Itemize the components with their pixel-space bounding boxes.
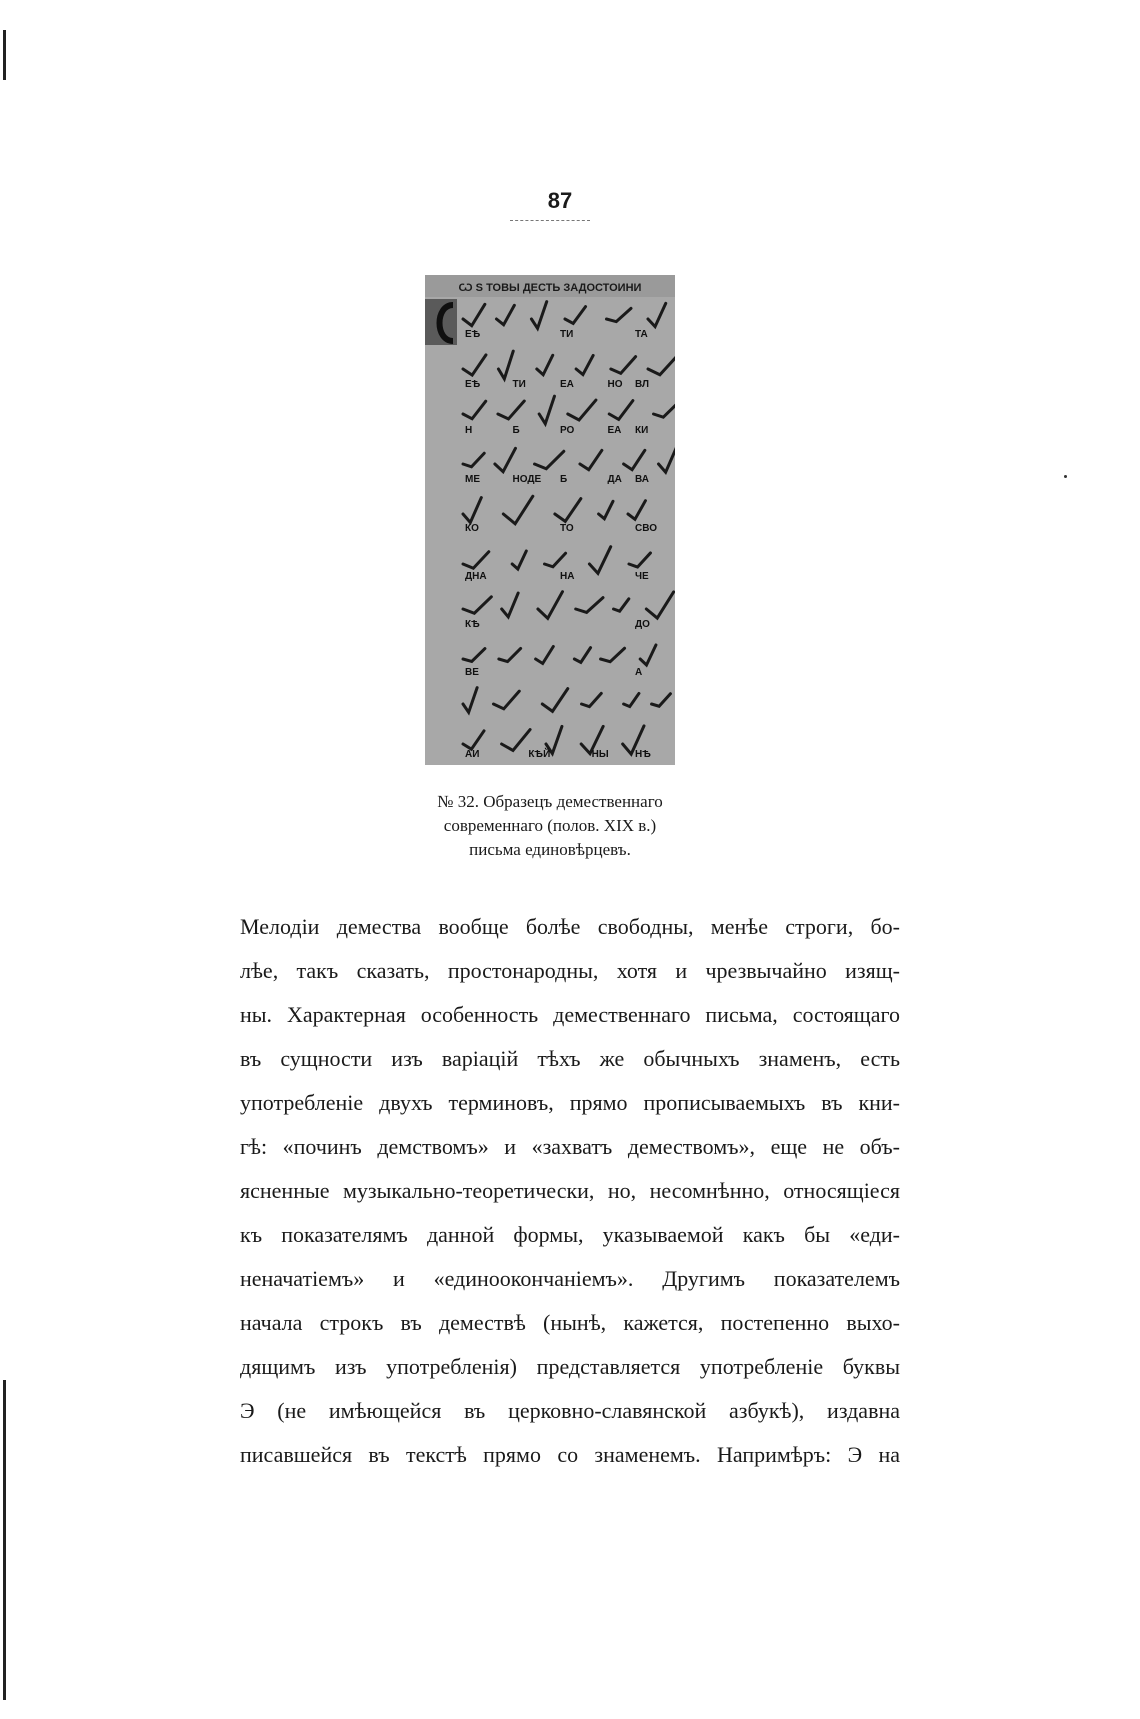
neume-stroke bbox=[536, 647, 554, 664]
neume-stroke bbox=[495, 448, 516, 471]
body-line: Мелодіи демества вообще болѣе свободны, менѣе строги, бо- bbox=[240, 914, 900, 939]
manuscript-syllable: Б bbox=[512, 425, 520, 436]
body-line: Э (не имѣющейся въ церковно-славянской азбукѣ), издавна bbox=[240, 1398, 900, 1423]
neume-stroke bbox=[574, 648, 590, 663]
manuscript-syllable: ВА bbox=[635, 474, 649, 485]
neume-stroke bbox=[498, 401, 524, 419]
neume-stroke bbox=[646, 592, 673, 618]
neume-stroke bbox=[601, 648, 625, 661]
neume-stroke bbox=[648, 355, 675, 374]
neume-stroke bbox=[512, 551, 526, 569]
neume-stroke bbox=[498, 351, 513, 379]
body-line: дящимъ изъ употребленія) представляется употребленіе буквы bbox=[240, 1354, 900, 1379]
page-number: 87 bbox=[547, 188, 573, 213]
neume-stroke bbox=[463, 498, 481, 523]
neume-stroke bbox=[628, 501, 645, 520]
manuscript-syllable: Н bbox=[465, 425, 473, 436]
manuscript-syllable: МЕ bbox=[465, 474, 480, 485]
figure-caption bbox=[350, 790, 750, 862]
neume-stroke bbox=[654, 403, 675, 417]
neume-stroke bbox=[624, 693, 639, 706]
body-line: лѣе, такъ сказать, простонародны, хотя и чрезвычайно изящ- bbox=[240, 958, 900, 983]
manuscript-syllable: ТО bbox=[560, 523, 574, 534]
scan-edge-top bbox=[3, 30, 6, 80]
body-line: къ показателямъ данной формы, указываемой какъ бы «еди- bbox=[240, 1222, 900, 1247]
manuscript-syllable: ДНА bbox=[465, 571, 487, 582]
neume-stroke bbox=[463, 355, 486, 375]
neume-stroke bbox=[576, 355, 593, 374]
manuscript-syllable: ЕѢ bbox=[465, 329, 481, 340]
neume-stroke bbox=[544, 553, 565, 567]
manuscript-syllable: КО bbox=[465, 523, 479, 534]
neume-stroke bbox=[555, 499, 581, 522]
manuscript-syllable: ЕѢ bbox=[465, 379, 481, 390]
scan-edge-bottom bbox=[3, 1380, 6, 1700]
neume-stroke bbox=[606, 308, 631, 321]
manuscript-syllable: ДА bbox=[607, 474, 622, 485]
manuscript-syllable: КѢЙ bbox=[528, 749, 551, 760]
neume-stroke bbox=[565, 307, 586, 324]
caption-line: № 32. Образецъ демественнаго bbox=[437, 792, 663, 811]
neume-stroke bbox=[589, 547, 610, 574]
neume-stroke bbox=[463, 688, 477, 713]
neume-stroke bbox=[538, 592, 563, 619]
neume-stroke bbox=[463, 552, 489, 568]
manuscript-syllable: НОДЕ bbox=[512, 474, 542, 485]
neume-stroke bbox=[629, 553, 651, 567]
manuscript-syllable: А bbox=[635, 667, 643, 678]
neume-stroke bbox=[624, 450, 645, 469]
body-line: ясненные музыкально-теоретически, но, несомнѣнно, относящіеся bbox=[240, 1178, 900, 1203]
manuscript-syllable: АИ bbox=[465, 749, 480, 760]
body-line: неначатіемъ» и «единоокончаніемъ». Другимъ показателемъ bbox=[240, 1266, 900, 1291]
caption-line: письма единовѣрцевъ. bbox=[469, 840, 631, 859]
neume-stroke bbox=[576, 598, 603, 613]
manuscript-syllables bbox=[465, 329, 657, 760]
manuscript-syllable: ТИ bbox=[512, 379, 526, 390]
neume-stroke bbox=[535, 451, 564, 468]
scan-speck bbox=[1064, 475, 1067, 478]
neume-stroke bbox=[463, 597, 491, 613]
manuscript-syllable: ЧЕ bbox=[635, 571, 649, 582]
manuscript-syllable: ТА bbox=[635, 329, 648, 340]
manuscript-syllable: НѢ bbox=[635, 749, 651, 760]
body-line: въ сущности изъ варіацій тѣхъ же обычныхъ знаменъ, есть bbox=[240, 1046, 900, 1071]
neume-stroke bbox=[493, 691, 519, 709]
neume-stroke bbox=[609, 401, 633, 420]
caption-line: современнаго (полов. XIX в.) bbox=[443, 816, 657, 835]
neume-stroke bbox=[531, 302, 546, 329]
neume-stroke bbox=[648, 303, 666, 326]
manuscript-syllable: Б bbox=[560, 474, 568, 485]
neume-stroke bbox=[463, 304, 485, 325]
manuscript-syllable: РО bbox=[560, 425, 575, 436]
neume-stroke bbox=[503, 496, 532, 524]
neume-stroke bbox=[463, 731, 484, 749]
manuscript-syllable: КѢ bbox=[465, 619, 480, 630]
manuscript-syllable: ЕА bbox=[607, 425, 622, 436]
neume-stroke bbox=[502, 730, 530, 751]
neume-stroke bbox=[582, 693, 602, 706]
neume-stroke bbox=[499, 648, 521, 661]
manuscript-header: Ѡ Ѕ ТОВЫ ДЕСТЬ ЗАДОСТОИНИ bbox=[458, 282, 642, 294]
manuscript-syllable: ВЛ bbox=[635, 379, 649, 390]
manuscript-syllable: НЫ bbox=[591, 749, 609, 760]
neume-stroke bbox=[611, 357, 636, 374]
neume-stroke bbox=[580, 450, 602, 469]
neume-stroke bbox=[652, 694, 671, 706]
neume-stroke bbox=[568, 400, 596, 420]
manuscript-syllable: ВЕ bbox=[465, 667, 479, 678]
manuscript-syllable: ЕА bbox=[560, 379, 574, 390]
neume-stroke bbox=[537, 355, 553, 374]
body-line: гѣ: «починъ демствомъ» и «захватъ демествомъ», еще не объ- bbox=[240, 1134, 900, 1159]
body-line: писавшейся въ текстѣ прямо со знаменемъ. Напримѣръ: Э на bbox=[240, 1442, 900, 1467]
neume-stroke bbox=[539, 396, 554, 424]
neume-stroke bbox=[542, 689, 567, 712]
body-line: начала строкъ въ демествѣ (нынѣ, кажется, постепенно выхо- bbox=[240, 1310, 900, 1335]
neume-stroke bbox=[659, 448, 675, 472]
body-paragraph bbox=[240, 905, 900, 1477]
neume-stroke bbox=[463, 401, 486, 419]
body-line: употребленіе двухъ терминовъ, прямо прописываемыхъ въ кни- bbox=[240, 1090, 900, 1115]
manuscript-syllable: ДО bbox=[635, 619, 650, 630]
page-number-rule bbox=[510, 220, 590, 221]
manuscript-syllable: СВО bbox=[635, 523, 657, 534]
manuscript-syllable: КИ bbox=[635, 425, 649, 436]
neume-stroke bbox=[463, 649, 485, 662]
body-line: ны. Характерная особенность демественнаго письма, состоящаго bbox=[240, 1002, 900, 1027]
manuscript-syllable: ТИ bbox=[560, 329, 574, 340]
neume-stroke bbox=[640, 645, 656, 665]
manuscript-syllable: НА bbox=[560, 571, 575, 582]
neume-stroke bbox=[463, 453, 484, 467]
neume-stroke bbox=[614, 599, 629, 611]
neume-stroke bbox=[496, 305, 514, 324]
manuscript-illustration bbox=[425, 275, 675, 765]
manuscript-drawing bbox=[425, 275, 675, 765]
manuscript-syllable: НО bbox=[607, 379, 623, 390]
neume-stroke bbox=[502, 593, 518, 617]
neume-stroke bbox=[599, 501, 613, 518]
manuscript-initial bbox=[425, 299, 457, 345]
